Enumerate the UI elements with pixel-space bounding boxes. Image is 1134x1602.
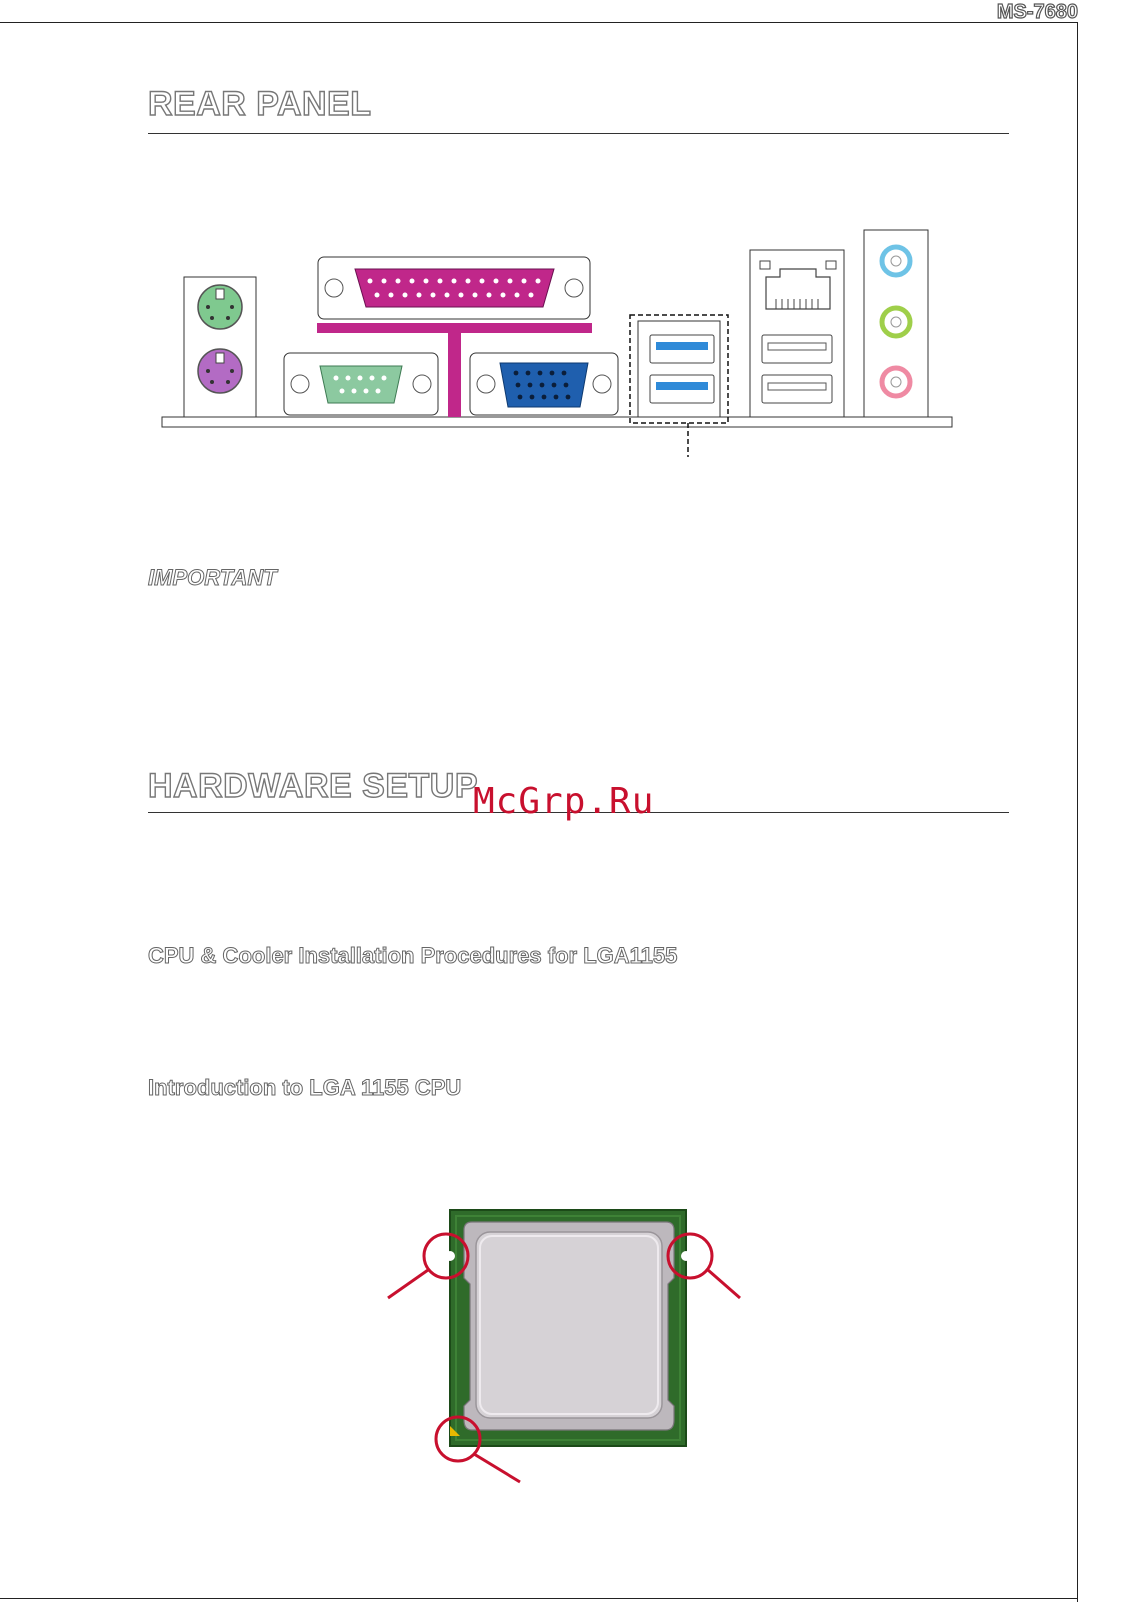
serial-port-icon <box>284 353 438 415</box>
ps2-port-icon <box>184 277 256 417</box>
cpu-cooler-heading: CPU & Cooler Installation Procedures for LGA1155 <box>148 943 678 968</box>
intro-cpu-heading: Introduction to LGA 1155 CPU <box>148 1075 462 1100</box>
parallel-port-icon <box>318 257 590 319</box>
vga-port-icon <box>470 353 618 415</box>
rear-panel-rule <box>148 133 1009 134</box>
important-label: IMPORTANT <box>148 565 277 590</box>
cpu-diagram <box>380 1200 750 1490</box>
port-divider-stem <box>448 333 461 417</box>
page-frame-top <box>0 22 1077 23</box>
rear-panel-diagram <box>150 225 960 465</box>
port-divider-bar <box>317 323 592 333</box>
audio-jack-icon <box>864 230 928 417</box>
usb3-port-icon <box>630 315 728 457</box>
rear-panel-title: REAR PANEL <box>148 85 372 123</box>
page-frame-bottom <box>0 1598 1078 1599</box>
hardware-setup-title: HARDWARE SETUP <box>148 767 479 805</box>
model-number: MS-7680 <box>996 1 1078 23</box>
cpu-icon <box>450 1210 686 1446</box>
watermark: McGrp.Ru <box>473 781 655 822</box>
page-frame-right <box>1077 22 1078 1602</box>
io-plate-base <box>162 417 952 427</box>
